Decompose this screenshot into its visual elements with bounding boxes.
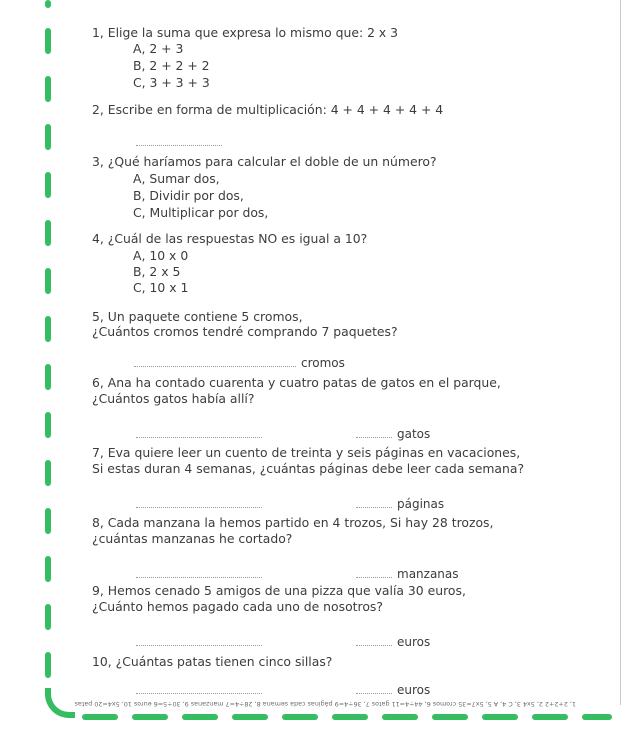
question-3-option-c: C, Multiplicar por dos, <box>133 205 269 220</box>
question-7-text: Si estas duran 4 semanas, ¿cuántas páginas debe leer cada semana? <box>92 461 525 476</box>
answer-line[interactable] <box>356 437 392 438</box>
question-3-prompt: 3, ¿Qué haríamos para calcular el doble de un número? <box>92 154 437 169</box>
border-dash <box>45 172 51 198</box>
border-dash <box>45 364 51 390</box>
border-dash <box>45 652 51 678</box>
border-dash <box>582 714 612 720</box>
answer-line[interactable] <box>136 693 262 694</box>
answer-line[interactable] <box>356 693 392 694</box>
question-6-text: 6, Ana ha contado cuarenta y cuatro patas de gatos en el parque, <box>92 375 501 390</box>
answer-line[interactable] <box>136 577 262 578</box>
question-9-text: ¿Cuánto hemos pagado cada uno de nosotros? <box>92 599 383 614</box>
border-dash <box>532 714 568 720</box>
answer-line[interactable] <box>356 645 392 646</box>
question-9-unit: euros <box>397 635 431 649</box>
question-1-option-b: B, 2 + 2 + 2 <box>133 58 210 73</box>
border-dash <box>45 268 51 294</box>
border-dash <box>45 0 51 8</box>
page-edge <box>620 0 621 705</box>
border-dash <box>432 714 468 720</box>
border-dash <box>132 714 168 720</box>
border-dash <box>45 556 51 582</box>
question-1-option-a: A, 2 + 3 <box>133 41 184 56</box>
border-dash <box>45 508 51 534</box>
border-dash <box>332 714 368 720</box>
question-6-unit: gatos <box>397 427 431 441</box>
answer-line[interactable] <box>134 366 296 367</box>
question-5-unit: cromos <box>301 356 345 370</box>
border-dash <box>45 124 51 150</box>
border-dash <box>45 28 51 54</box>
question-6-text: ¿Cuántos gatos había allí? <box>92 391 255 406</box>
answer-line[interactable] <box>356 577 392 578</box>
question-3-option-b: B, Dividir por dos, <box>133 188 244 203</box>
question-4-prompt: 4, ¿Cuál de las respuestas NO es igual a 10? <box>92 231 368 246</box>
border-dash <box>382 714 418 720</box>
answer-line[interactable] <box>136 437 262 438</box>
border-dash <box>45 220 51 246</box>
answer-line[interactable] <box>136 507 262 508</box>
question-10-prompt: 10, ¿Cuántas patas tienen cinco sillas? <box>92 654 333 669</box>
question-9-text: 9, Hemos cenado 5 amigos de una pizza que valía 30 euros, <box>92 583 466 598</box>
answer-key: 1, 2+2+2 2, 5x4 3, C 4, A 5, 5x7=35 cromos 6, 44÷4=11 gatos 7, 36÷4=9 páginas cada semana 8, 28÷4=7 manzanas 9, 30÷5=6 euros 10, 5x4=20 patas <box>74 700 576 708</box>
border-dash <box>45 604 51 630</box>
question-8-text: 8, Cada manzana la hemos partido en 4 trozos, Si hay 28 trozos, <box>92 515 494 530</box>
border-dash <box>45 316 51 342</box>
border-dash <box>45 412 51 438</box>
border-dash <box>45 460 51 486</box>
border-dash <box>45 76 51 102</box>
question-4-option-c: C, 10 x 1 <box>133 280 189 295</box>
answer-line[interactable] <box>136 645 262 646</box>
border-dash <box>232 714 268 720</box>
question-8-unit: manzanas <box>397 567 459 581</box>
question-5-text: 5, Un paquete contiene 5 cromos, <box>92 309 303 324</box>
question-1-prompt: 1, Elige la suma que expresa lo mismo que: 2 x 3 <box>92 25 399 40</box>
question-5-text: ¿Cuántos cromos tendré comprando 7 paquetes? <box>92 324 398 339</box>
question-4-option-b: B, 2 x 5 <box>133 264 181 279</box>
answer-line[interactable] <box>356 507 392 508</box>
question-2-prompt: 2, Escribe en forma de multiplicación: 4 + 4 + 4 + 4 + 4 <box>92 102 444 117</box>
question-4-option-a: A, 10 x 0 <box>133 248 189 263</box>
question-1-option-c: C, 3 + 3 + 3 <box>133 75 210 90</box>
question-10-unit: euros <box>397 683 431 697</box>
question-7-text: 7, Eva quiere leer un cuento de treinta y seis páginas en vacaciones, <box>92 445 521 460</box>
border-dash <box>182 714 218 720</box>
question-8-text: ¿cuántas manzanas he cortado? <box>92 531 293 546</box>
answer-line[interactable] <box>136 145 222 146</box>
question-7-unit: páginas <box>397 497 445 511</box>
border-dash <box>82 714 118 720</box>
question-3-option-a: A, Sumar dos, <box>133 171 220 186</box>
border-dash <box>482 714 518 720</box>
border-dash <box>282 714 318 720</box>
